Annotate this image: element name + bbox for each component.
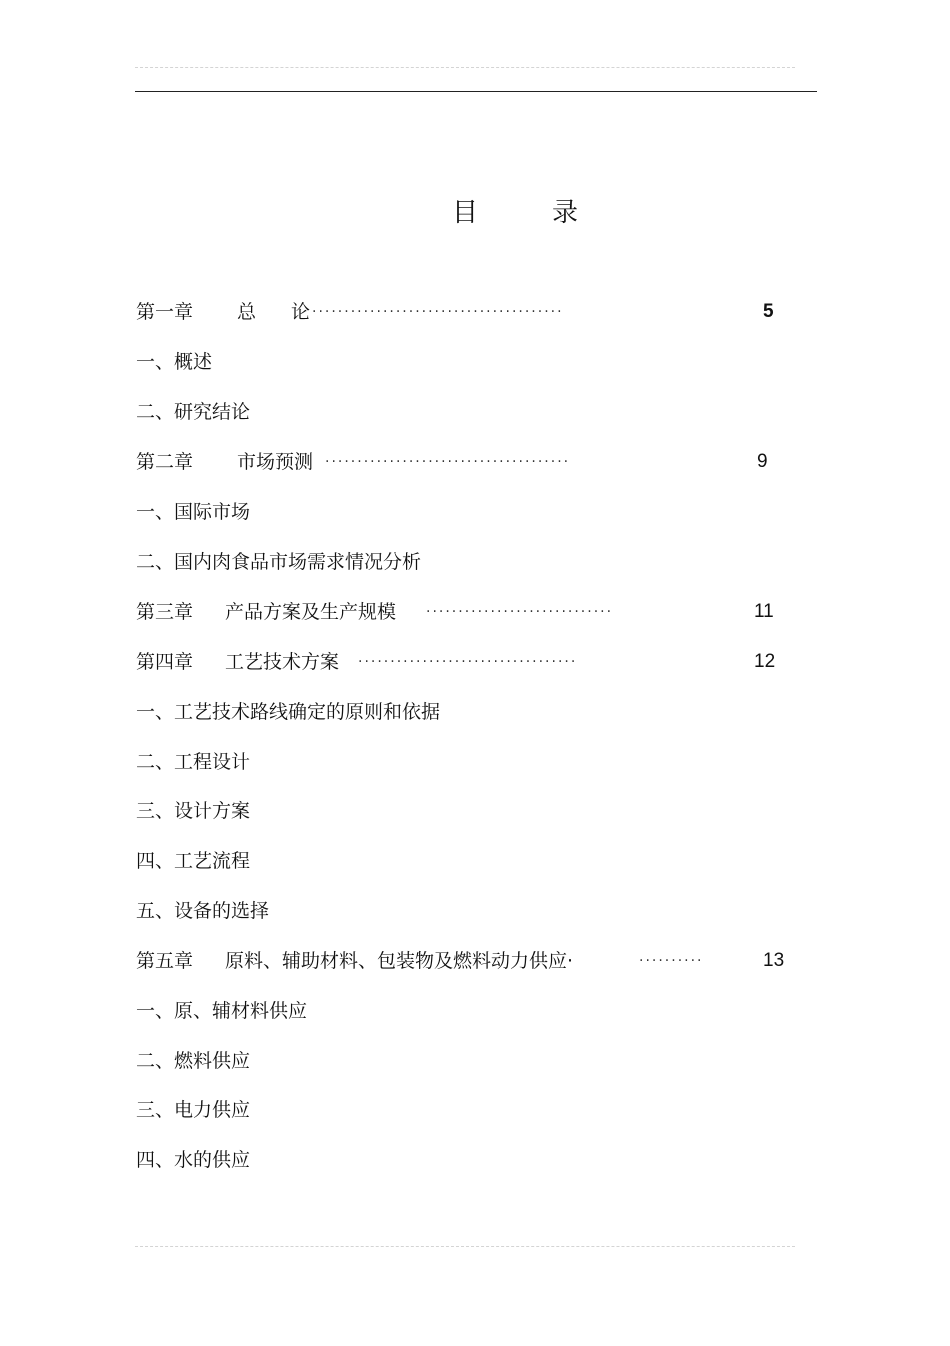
toc-entry-chapter-2[interactable] [136, 447, 816, 477]
toc-entry-section[interactable] [136, 1046, 816, 1076]
toc-entry-section[interactable] [136, 397, 816, 427]
section-title: 一、原、辅材料供应 [136, 1000, 308, 1022]
toc-title-char-1: 目 [452, 198, 479, 228]
chapter-name: 原料、辅助材料、包装物及燃料动力供应· [225, 950, 574, 972]
chapter-name-part-1: 总 [237, 301, 257, 323]
toc-entry-chapter-4[interactable] [136, 647, 816, 677]
chapter-number: 第五章 [136, 950, 194, 972]
chapter-number: 第四章 [136, 651, 194, 673]
toc-entry-chapter-5[interactable] [136, 946, 816, 976]
page-number: 12 [754, 651, 776, 672]
chapter-number: 第三章 [136, 601, 194, 623]
leader-dots: ······································· [312, 304, 564, 320]
chapter-number: 第二章 [136, 451, 194, 473]
toc-entry-section[interactable] [136, 747, 816, 777]
section-title: 四、水的供应 [136, 1149, 251, 1171]
chapter-name-part-2: 论 [291, 301, 311, 323]
leader-dots: ····························· [426, 604, 614, 620]
toc-entry-chapter-3[interactable] [136, 597, 816, 627]
chapter-number: 第一章 [136, 301, 194, 323]
toc-entry-chapter-1[interactable] [136, 297, 816, 327]
section-title: 一、国际市场 [136, 501, 251, 523]
page-number: 5 [763, 301, 774, 322]
toc-entry-section[interactable] [136, 846, 816, 876]
section-title: 二、燃料供应 [136, 1050, 251, 1072]
toc-entry-section[interactable] [136, 347, 816, 377]
toc-entry-section[interactable] [136, 1095, 816, 1125]
chapter-name: 工艺技术方案 [225, 651, 340, 673]
section-title: 四、工艺流程 [136, 850, 251, 872]
section-title: 二、国内肉食品市场需求情况分析 [136, 551, 422, 573]
footer-dashed-line [135, 1246, 795, 1247]
page-number: 11 [754, 601, 774, 622]
section-title: 三、设计方案 [136, 800, 251, 822]
section-title: 三、电力供应 [136, 1099, 251, 1121]
page-number: 9 [757, 451, 768, 472]
toc-entry-section[interactable] [136, 547, 816, 577]
toc-entry-section[interactable] [136, 1145, 816, 1175]
toc-entry-section[interactable] [136, 996, 816, 1026]
section-title: 二、工程设计 [136, 751, 251, 773]
leader-dots: ·································· [358, 654, 578, 670]
page-number: 13 [763, 950, 785, 971]
chapter-name: 产品方案及生产规模 [225, 601, 397, 623]
chapter-name: 市场预测 [237, 451, 314, 473]
section-title: 二、研究结论 [136, 401, 251, 423]
section-title: 一、工艺技术路线确定的原则和依据 [136, 701, 441, 723]
toc-title [0, 194, 950, 234]
leader-dots: ······································ [325, 454, 571, 470]
section-title: 一、概述 [136, 351, 213, 373]
toc-entry-section[interactable] [136, 896, 816, 926]
header-dashed-line [135, 67, 795, 68]
toc-title-char-2: 录 [552, 198, 579, 228]
toc-entry-section[interactable] [136, 497, 816, 527]
header-rule [135, 91, 817, 92]
toc-entry-section[interactable] [136, 796, 816, 826]
section-title: 五、设备的选择 [136, 900, 270, 922]
leader-dots: ·········· [639, 953, 704, 969]
toc-entry-section[interactable] [136, 697, 816, 727]
